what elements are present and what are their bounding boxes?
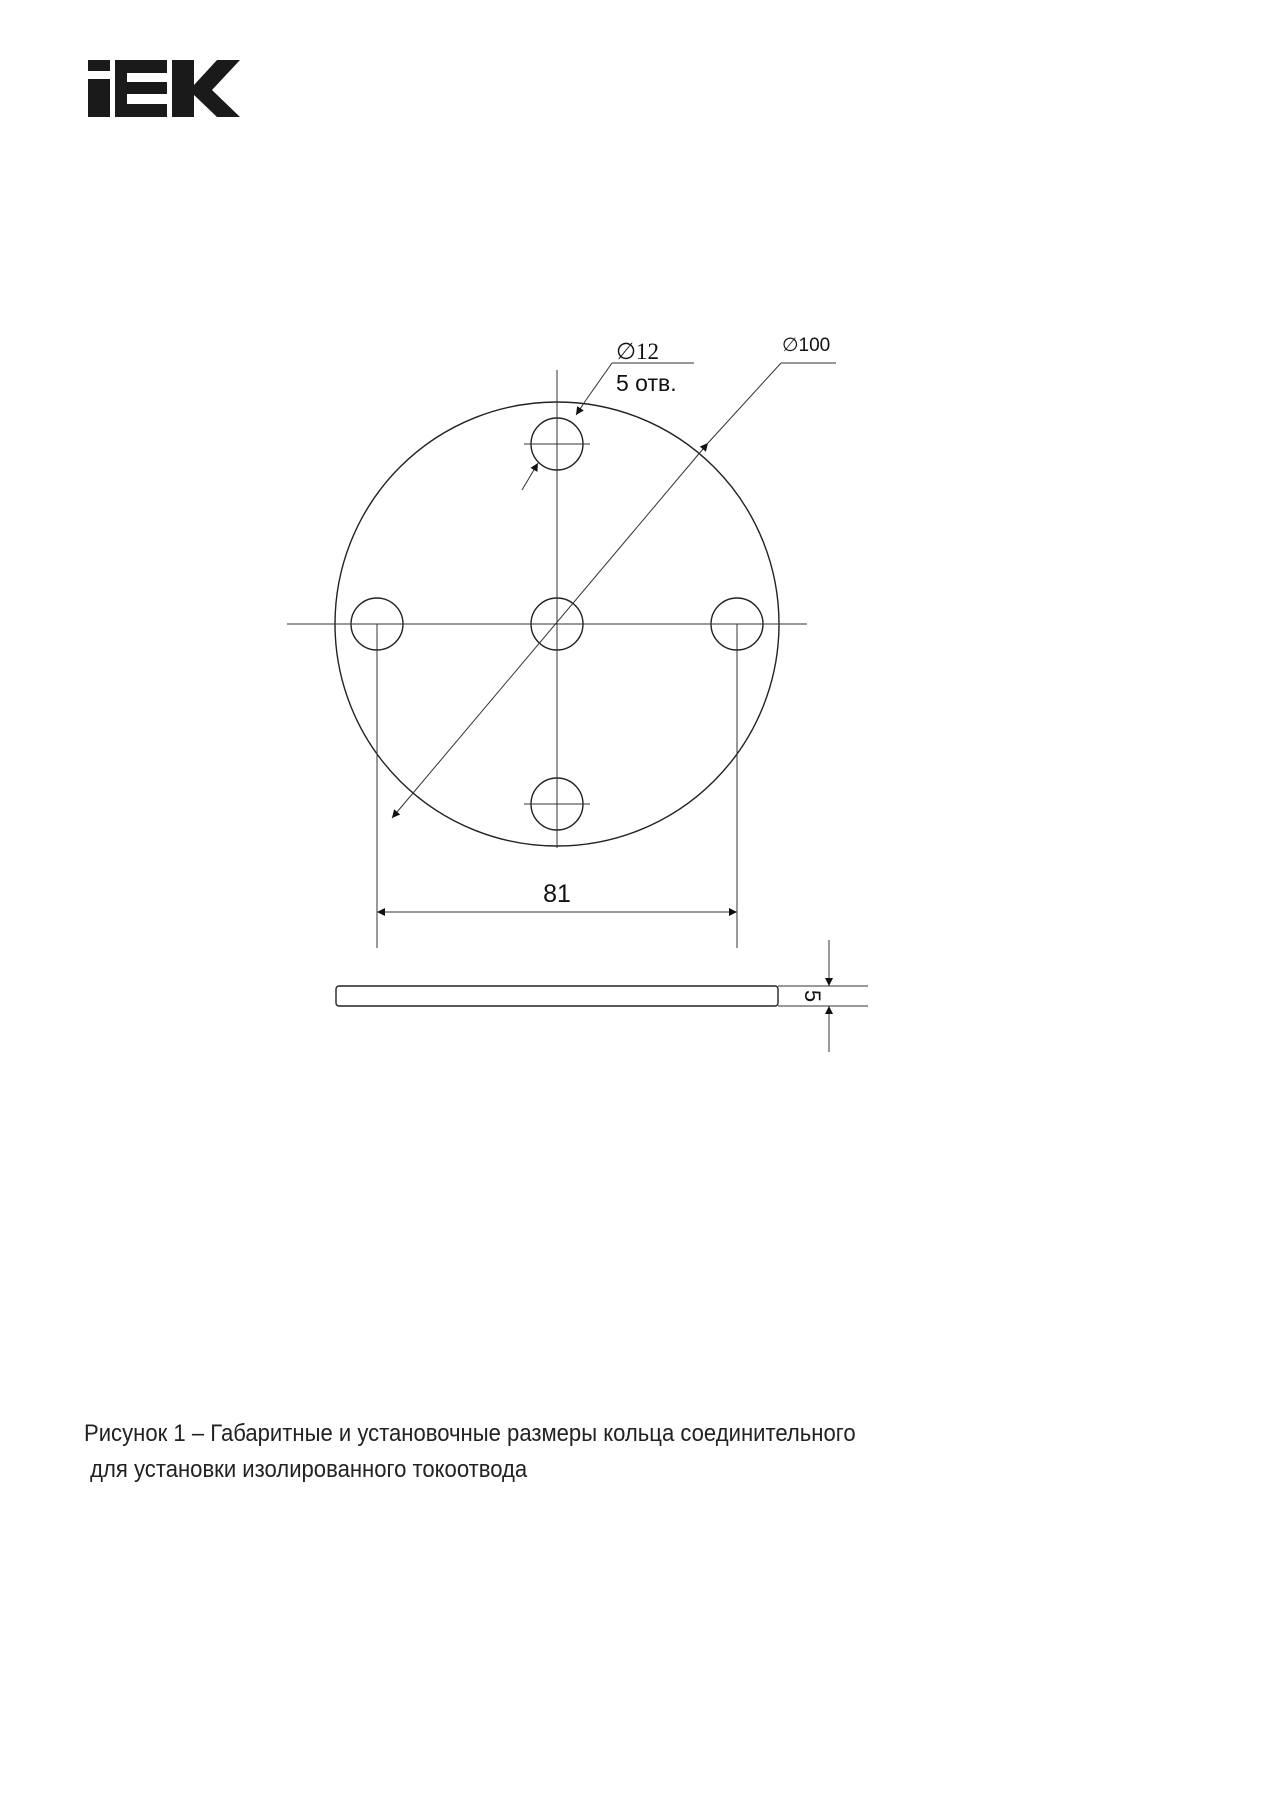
- outer-diameter-dimension: [392, 363, 836, 818]
- ring-side-view: [336, 986, 778, 1006]
- figure-caption: [84, 1416, 1004, 1488]
- thickness-label: 5: [800, 989, 826, 1003]
- hole-diameter-label: ∅12: [616, 339, 660, 364]
- center-lines: [287, 370, 807, 848]
- caption-line-1: Рисунок 1 – Габаритные и установочные размеры кольца соединительного: [84, 1420, 856, 1447]
- outer-diameter-label: ∅100: [782, 335, 831, 356]
- hole-count-label: 5 отв.: [616, 370, 677, 396]
- caption-line-2: для установки изолированного токоотвода: [84, 1456, 528, 1483]
- hole-spacing-label: 81: [543, 880, 571, 908]
